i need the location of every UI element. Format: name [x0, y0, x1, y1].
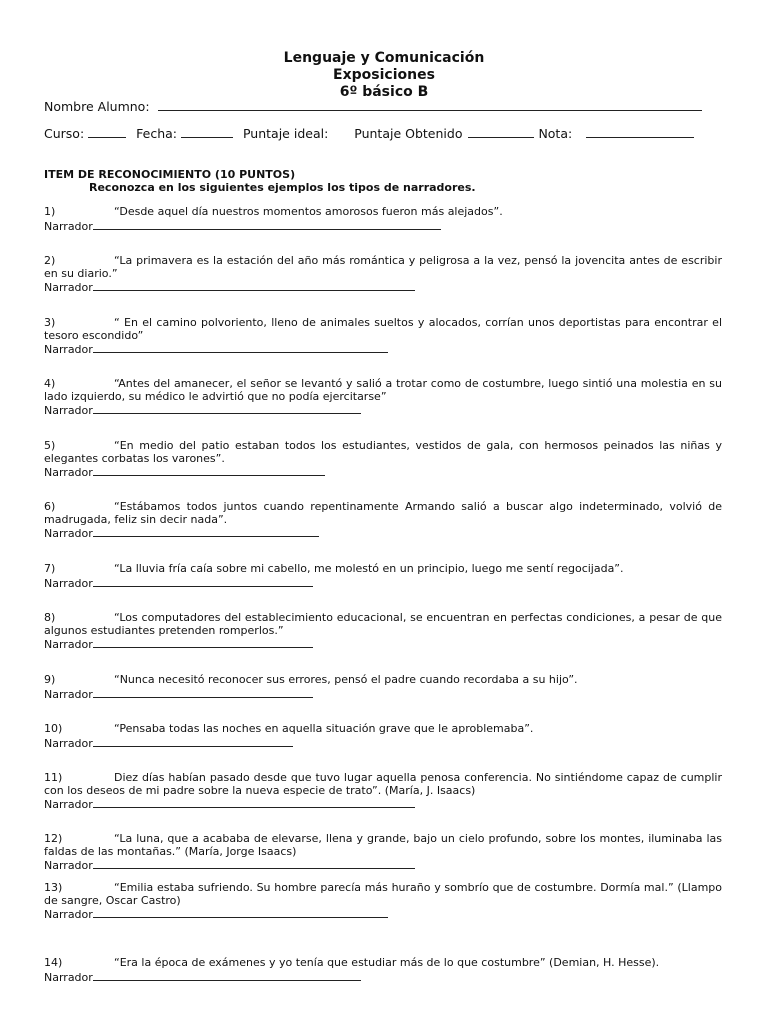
exercise-item — [44, 563, 722, 590]
exercise-question — [44, 612, 722, 637]
exercise-question — [44, 206, 722, 219]
narrator-label: Narrador — [44, 687, 93, 701]
narrator-answer-field[interactable] — [93, 219, 441, 230]
exercise-question — [44, 674, 722, 687]
narrator-row — [44, 797, 722, 812]
exercise-text: “Estábamos todos juntos cuando repentinamente Armando salió a buscar algo indeterminado, volvió de madrugada, feliz sin decir nada”. — [44, 500, 722, 526]
exercise-question — [44, 882, 722, 907]
narrator-answer-field[interactable] — [93, 465, 325, 476]
narrator-answer-field[interactable] — [93, 907, 388, 918]
narrator-label: Narrador — [44, 404, 93, 417]
exercise-number: 6) — [44, 500, 56, 513]
narrator-row — [44, 342, 722, 357]
narrator-row — [44, 687, 722, 702]
nota-label: Nota: — [538, 126, 573, 141]
curso-field[interactable] — [88, 125, 126, 138]
exercise-text: “Antes del amanecer, el señor se levantó y salió a trotar como de costumbre, luego sintió una molestia en su lado izquierdo, su médico le advirtió que no podía ejercitarse” — [44, 377, 722, 403]
narrator-answer-field[interactable] — [93, 970, 361, 981]
exercise-item — [44, 206, 722, 233]
subject-title: Lenguaje y Comunicación — [283, 50, 485, 66]
exercise-item — [44, 957, 722, 984]
narrator-label: Narrador — [44, 970, 93, 984]
narrator-row — [44, 637, 722, 652]
narrator-answer-field[interactable] — [93, 526, 319, 537]
exercise-question — [44, 772, 722, 797]
name-field[interactable] — [158, 98, 702, 111]
student-info-row — [44, 125, 700, 141]
exercise-item — [44, 772, 722, 812]
exercise-text: “Desde aquel día nuestros momentos amorosos fueron más alejados”. — [114, 205, 503, 218]
name-label: Nombre Alumno: — [44, 99, 150, 114]
exercise-item — [44, 501, 722, 541]
exercise-question — [44, 317, 722, 342]
narrator-answer-field[interactable] — [93, 342, 388, 353]
exercise-number: 3) — [44, 316, 56, 329]
exercise-item — [44, 440, 722, 480]
exercise-number: 2) — [44, 254, 56, 267]
narrator-answer-field[interactable] — [93, 858, 415, 869]
narrator-answer-field[interactable] — [93, 576, 313, 587]
student-name-row — [44, 98, 708, 114]
curso-label: Curso: — [44, 126, 85, 141]
exercise-item — [44, 674, 722, 701]
narrator-label: Narrador — [44, 466, 93, 479]
exercise-item — [44, 317, 722, 357]
exercise-item — [44, 723, 722, 750]
narrator-answer-field[interactable] — [93, 736, 293, 747]
section-title: ITEM DE RECONOCIMIENTO (10 PUNTOS) — [44, 168, 296, 181]
exercise-text: “Los computadores del establecimiento educacional, se encuentran en perfectas condiciones, a pesar de que algunos estudiantes pretenden romperlos.” — [44, 611, 722, 637]
narrator-row — [44, 280, 722, 295]
exercise-item — [44, 882, 722, 922]
exercise-text: “La luna, que a acababa de elevarse, llena y grande, bajo un cielo profundo, sobre los montes, iluminaba las faldas de las montañas.” (María, Jorge Isaacs) — [44, 832, 722, 858]
exercise-item — [44, 255, 722, 295]
exercise-number: 11) — [44, 771, 63, 784]
exercise-number: 8) — [44, 611, 56, 624]
narrator-label: Narrador — [44, 219, 93, 233]
narrator-row — [44, 736, 722, 751]
exercise-text: “Emilia estaba sufriendo. Su hombre parecía más huraño y sombrío que de costumbre. Dormía mal.” (Llampo de sangre, Oscar Castro) — [44, 881, 722, 907]
exercise-text: “La lluvia fría caía sobre mi cabello, me molestó en un principio, luego me sentí regocijada”. — [114, 562, 624, 575]
exercise-number: 1) — [44, 205, 56, 218]
narrator-answer-field[interactable] — [93, 637, 313, 648]
narrator-label: Narrador — [44, 859, 93, 872]
narrator-answer-field[interactable] — [93, 797, 415, 808]
exercise-number: 14) — [44, 956, 63, 969]
narrator-row — [44, 858, 722, 873]
narrator-row — [44, 465, 722, 480]
narrator-row — [44, 970, 722, 985]
exercise-number: 7) — [44, 562, 56, 575]
narrator-row — [44, 219, 722, 234]
exercise-question — [44, 563, 722, 576]
exercise-text: “En medio del patio estaban todos los estudiantes, vestidos de gala, con hermosos peinados las niñas y elegantes corbatas los varones”. — [44, 439, 722, 465]
narrator-label: Narrador — [44, 798, 93, 811]
exercise-text: Diez días habían pasado desde que tuvo lugar aquella penosa conferencia. No sintiéndome capaz de cumplir con los deseos de mi padre sobre la nueva especie de trato”. (María, J. Isaacs) — [44, 771, 722, 797]
topic-title: Exposiciones — [333, 67, 435, 83]
puntaje-obtenido-label: Puntaje Obtenido — [354, 126, 463, 141]
exercise-number: 9) — [44, 673, 56, 686]
exercise-item — [44, 378, 722, 418]
narrator-label: Narrador — [44, 908, 93, 921]
fecha-label: Fecha: — [136, 126, 178, 141]
exercise-text: “Era la época de exámenes y yo tenía que estudiar más de lo que costumbre” (Demian, H. Hesse). — [114, 956, 660, 969]
grade-title: 6º básico B — [339, 84, 429, 100]
fecha-field[interactable] — [181, 125, 233, 138]
narrator-row — [44, 907, 722, 922]
narrator-label: Narrador — [44, 527, 93, 540]
narrator-label: Narrador — [44, 638, 93, 651]
exercise-number: 12) — [44, 832, 63, 845]
exercise-number: 5) — [44, 439, 56, 452]
exercise-question — [44, 440, 722, 465]
exercise-question — [44, 723, 722, 736]
section-instruction: Reconozca en los siguientes ejemplos los tipos de narradores. — [89, 181, 476, 194]
puntaje-ideal-label: Puntaje ideal: — [242, 126, 329, 141]
exercise-item — [44, 833, 722, 873]
narrator-answer-field[interactable] — [93, 280, 415, 291]
exercise-number: 4) — [44, 377, 56, 390]
exercise-text: “Pensaba todas las noches en aquella situación grave que le aproblemaba”. — [114, 722, 534, 735]
nota-field[interactable] — [586, 125, 694, 138]
exercise-text: “ En el camino polvoriento, lleno de animales sueltos y alocados, corrían unos deportistas para encontrar el tesoro escondido” — [44, 316, 722, 342]
narrator-answer-field[interactable] — [93, 687, 313, 698]
narrator-label: Narrador — [44, 343, 93, 356]
narrator-row — [44, 576, 722, 591]
narrator-label: Narrador — [44, 576, 93, 590]
exercise-number: 13) — [44, 881, 63, 894]
exercise-text: “Nunca necesitó reconocer sus errores, pensó el padre cuando recordaba a su hijo”. — [114, 673, 578, 686]
exercise-question — [44, 957, 722, 970]
narrator-row — [44, 403, 722, 418]
narrator-row — [44, 526, 722, 541]
narrator-label: Narrador — [44, 736, 93, 750]
exercise-number: 10) — [44, 722, 63, 735]
exercise-question — [44, 833, 722, 858]
exercise-question — [44, 501, 722, 526]
narrator-label: Narrador — [44, 281, 93, 294]
exercise-item — [44, 612, 722, 652]
narrator-answer-field[interactable] — [93, 403, 361, 414]
document-header — [0, 50, 768, 101]
exercise-question — [44, 255, 722, 280]
exercise-text: “La primavera es la estación del año más romántica y peligrosa a la vez, pensó la jovencita antes de escribir en su diario.” — [44, 254, 722, 280]
exercise-question — [44, 378, 722, 403]
puntaje-obtenido-field[interactable] — [468, 125, 534, 138]
